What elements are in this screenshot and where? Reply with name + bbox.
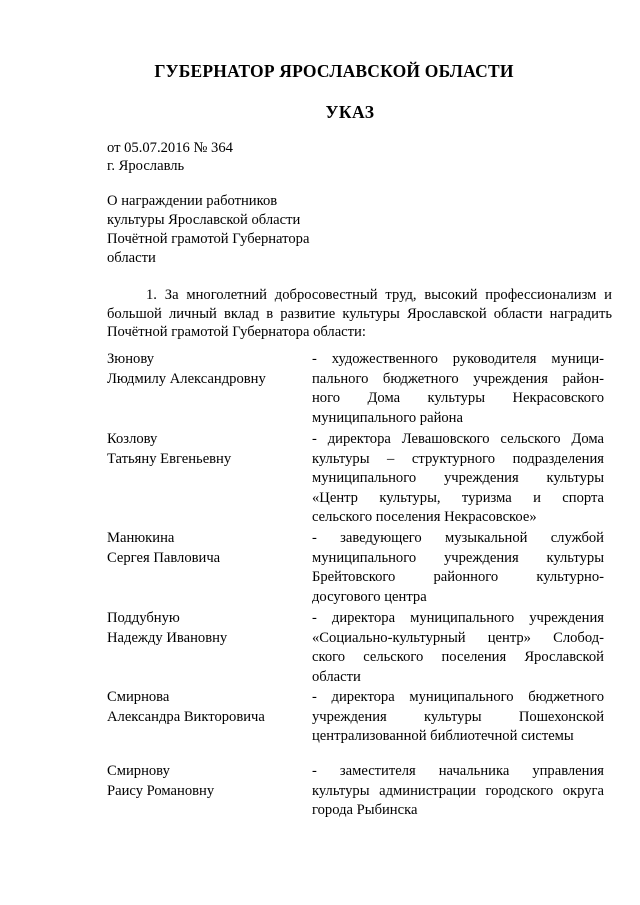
surname: Зюнову — [107, 351, 155, 367]
position-line: пального бюджетного учреждения район- — [312, 370, 604, 387]
surname: Поддубную — [107, 610, 180, 626]
given-names: Надежду Ивановну — [107, 629, 228, 646]
date-number: от 05.07.2016 № 364 — [107, 140, 233, 156]
given-names: Раису Романовну — [107, 782, 215, 799]
given-names: Сергея Павловича — [107, 549, 221, 566]
intro-paragraph: 1. За многолетний добросовестный труд, высокий профессионализм и большой личный вклад в развитие культуры Ярославской области наградить Почётной грамотой Губернатора области: — [107, 287, 612, 340]
awardee-name — [107, 688, 297, 727]
given-names: Александра Викторовича — [107, 708, 265, 725]
issuing-authority: ГУБЕРНАТОР ЯРОСЛАВСКОЙ ОБЛАСТИ — [154, 61, 514, 81]
position-line: учреждения культуры Пошехонской — [312, 708, 604, 725]
awardee-position — [312, 430, 604, 528]
given-names: Татьяну Евгеньевну — [107, 450, 232, 467]
document-subject — [107, 192, 367, 268]
position-line: муниципального учреждения культуры — [312, 470, 604, 486]
surname: Смирнову — [107, 763, 170, 779]
position-line: культуры – структурного подразделения — [312, 450, 604, 467]
position-line: ного Дома культуры Некрасовского — [312, 390, 604, 406]
position-line: досугового центра — [312, 588, 427, 605]
position-line: - директора Левашовского сельского Дома — [312, 431, 604, 447]
surname: Козлову — [107, 431, 158, 447]
awardee-position — [312, 350, 604, 428]
position-line: - директора муниципального учреждения — [312, 610, 604, 626]
awardee-position — [312, 762, 604, 821]
position-line: культуры администрации городского округа — [312, 782, 604, 799]
awardee-position — [312, 688, 604, 747]
position-line: муниципального района — [312, 409, 463, 426]
position-line: «Центр культуры, туризма и спорта — [312, 489, 604, 506]
awardee-position — [312, 609, 604, 687]
position-line: - директора муниципального бюджетного — [312, 689, 604, 705]
position-line: Брейтовского районного культурно- — [312, 569, 604, 585]
awardee-name — [107, 529, 297, 568]
position-line: - заместителя начальника управления — [312, 763, 604, 779]
awardee-name — [107, 350, 297, 389]
position-line: сельского поселения Некрасовское» — [312, 509, 537, 525]
awardee-name — [107, 430, 297, 469]
given-names: Людмилу Александровну — [107, 370, 266, 387]
position-line: города Рыбинска — [312, 802, 418, 818]
subject-line: Почётной грамотой Губернатора — [107, 231, 310, 247]
subject-line: области — [107, 250, 156, 266]
subject-line: культуры Ярославской области — [107, 212, 301, 228]
position-line: - художественного руководителя муници- — [312, 351, 604, 367]
position-line: ского сельского поселения Ярославской — [312, 649, 604, 665]
city: г. Ярославль — [107, 158, 185, 174]
document-type: УКАЗ — [325, 102, 375, 122]
awardee-name — [107, 762, 297, 801]
awardee-position — [312, 529, 604, 607]
awardee-name — [107, 609, 297, 648]
surname: Манюкина — [107, 530, 175, 546]
position-line: централизованной библиотечной системы — [312, 728, 574, 744]
position-line: муниципального учреждения культуры — [312, 549, 604, 566]
position-line: - заведующего музыкальной службой — [312, 530, 604, 546]
surname: Смирнова — [107, 689, 170, 705]
subject-line: О награждении работников — [107, 193, 278, 209]
position-line: «Социально-культурный центр» Слобод- — [312, 629, 604, 646]
document-meta — [107, 139, 233, 175]
position-line: области — [312, 668, 361, 685]
